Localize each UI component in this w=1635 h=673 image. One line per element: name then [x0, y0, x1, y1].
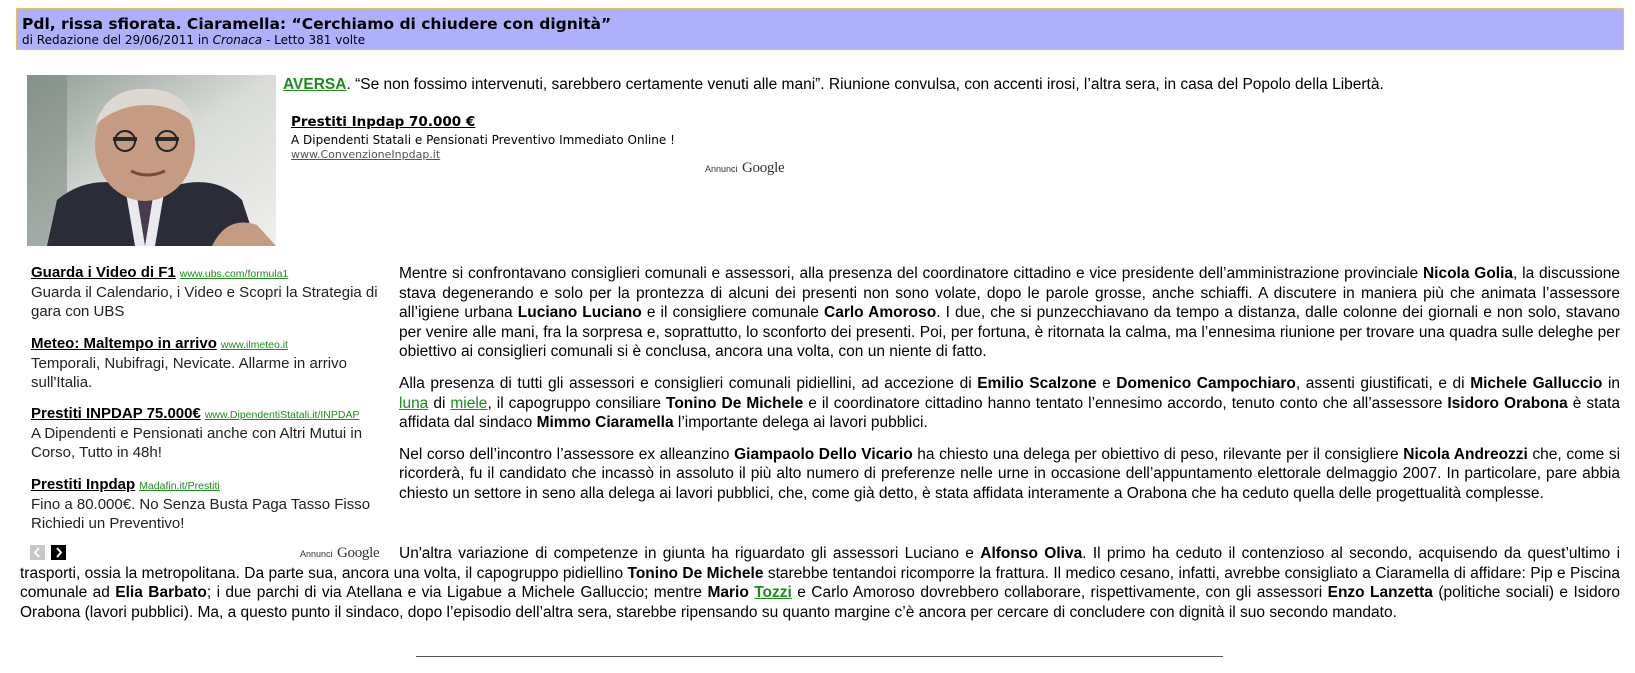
- text: e: [1096, 374, 1117, 392]
- ad-brand-label: Annunci: [300, 549, 333, 559]
- person-name: Mimmo Ciaramella: [536, 414, 674, 432]
- text: (politiche sociali) e Isidoro Orabona (lavori pubblici). Ma, a questo punto il sindaco, dopo l’episodio dell’altra sera, starebbe ripensando su quanto margine c’è ancora per cercare di concludere con dignità il suo secondo mandato.: [20, 584, 1620, 621]
- text: Mentre si confrontavano consiglieri comunali e assessori, alla presenza del coordinatore cittadino e vice presidente dell’amministrazione provinciale: [399, 265, 1423, 282]
- person-name: Enzo Lanzetta: [1327, 584, 1433, 602]
- text: è stata affidata dal sindaco: [399, 394, 1621, 432]
- side-ad-title[interactable]: Prestiti Inpdap: [31, 476, 136, 493]
- side-ad-desc: Guarda il Calendario, i Video e Scopri la Strategia di gara con UBS: [31, 284, 378, 320]
- category-link[interactable]: Cronaca: [212, 33, 263, 47]
- person-name: Nicola Andreozzi: [1403, 445, 1528, 463]
- article-body: [399, 264, 1620, 516]
- person-name: Elia Barbato: [115, 584, 207, 602]
- text: ha chiesto una delega per obiettivo di peso, rilevante per il consigliere: [912, 445, 1404, 463]
- paragraph-last: [20, 544, 1620, 622]
- lead-text: . “Se non fossimo intervenuti, sarebbero certamente venuti alle mani”. Riunione convulsa, con accenti irosi, l’altra sera, in casa del Popolo della Libertà.: [346, 76, 1384, 93]
- person-name: Nicola Golia: [1422, 265, 1514, 282]
- paragraph: [399, 445, 1620, 504]
- place-link[interactable]: AVERSA: [283, 76, 347, 93]
- meta-suffix: - Letto 381 volte: [262, 33, 366, 47]
- text: che, come si ricorderà, fu il candidato che incassò in assoluto il più alto numero di preferenze nelle urne in occasione dell’appuntamento elettorale delmaggio 2007. In particolare, pare abbia chiesto un settore in seno alla delega ai lavori pubblici, che, come già detto, è stata affidata interamente a Orabona che ha ceduto quella delle progettualità complesse.: [399, 445, 1621, 502]
- text: , il capogruppo consiliare: [487, 394, 667, 412]
- article-title: Pdl, rissa sfiorata. Ciaramella: “Cerchiamo di chiudere con dignità”: [22, 15, 612, 33]
- side-ad-url[interactable]: www.ubs.com/formula1: [179, 268, 289, 280]
- text: , assenti giustificati, e di: [1295, 374, 1471, 392]
- side-ad-url[interactable]: Madafin.it/Prestiti: [139, 480, 220, 492]
- person-name: Emilio Scalzone: [977, 374, 1097, 392]
- paragraph: [399, 264, 1620, 362]
- text: Alla presenza di tutti gli assessori e consiglieri comunali pidiellini, ad accezione di: [399, 374, 978, 392]
- article-meta: [22, 33, 365, 47]
- article-lead: [283, 76, 1384, 94]
- side-ad[interactable]: [31, 405, 391, 462]
- keyword-link-tozzi[interactable]: Tozzi: [754, 584, 792, 602]
- keyword-link-luna[interactable]: luna: [399, 394, 429, 412]
- text: e Carlo Amoroso dovrebbero collaborare, rispettivamente, con gli assessori: [791, 584, 1328, 602]
- person-name: Giampaolo Dello Vicario: [734, 445, 913, 463]
- side-ad-url[interactable]: www.ilmeteo.it: [220, 339, 288, 351]
- ad-brand-label: Annunci: [705, 164, 738, 174]
- text: ; i due parchi di via Atellana e via Ligabue a Michele Galluccio; mentre: [206, 584, 708, 602]
- text: . I due, che si punzecchiavano da tempo a distanza, dalle colonne dei giornali e non solo, stavano per venire alle mani, fra la sorpresa e, soprattutto, lo sconforto dei presenti. Poi, per fortuna, è ritornata la calma, ma l’ennesima riunione per trovare una quadra sulle deleghe per obiettivo ai consiglieri comunali si è conclusa, ancora una volta, con un niente di fatto.: [399, 304, 1621, 361]
- side-ad-desc: Fino a 80.000€. No Senza Busta Paga Tasso Fisso Richiedi un Preventivo!: [31, 496, 371, 532]
- text: Nel corso dell’incontro l’assessore ex alleanzino: [399, 445, 735, 463]
- text: . Il primo ha ceduto il contenzioso al secondo, acquisendo da quest’ultimo i trasporti, ossia la metropolitana. Da parte sua, ancora una volta, il capogruppo pidiellino: [20, 545, 1621, 582]
- side-ad-title[interactable]: Prestiti INPDAP 75.000€: [31, 405, 201, 422]
- google-logo: Google: [741, 160, 785, 176]
- text: e il coordinatore cittadino hanno tentato l’ennesimo accordo, tenuto conto che all’assessore: [803, 394, 1448, 412]
- text: e il consigliere comunale: [641, 304, 825, 322]
- person-name: Domenico Campochiaro: [1116, 374, 1296, 392]
- side-ad[interactable]: [31, 264, 391, 321]
- text: Un'altra variazione di competenze in giunta ha riguardato gli assessori Luciano e: [399, 545, 981, 562]
- paragraph: [399, 374, 1620, 433]
- side-ad-title[interactable]: Meteo: Maltempo in arrivo: [31, 335, 217, 352]
- inline-ad-url[interactable]: www.ConvenzioneInpdap.it: [291, 148, 441, 161]
- person-name: Tonino De Michele: [627, 564, 764, 582]
- article-header: [16, 8, 1624, 50]
- text: , la discussione stava degenerando e solo per la prontezza di alcuni dei presenti non sono volate, dopo le parole grosse, anche schiaffi. A discutere in maniera più che animata l’assessore all’igiene urbana: [399, 265, 1620, 322]
- person-name: Michele Galluccio: [1470, 374, 1603, 392]
- person-name: Luciano Luciano: [517, 304, 642, 322]
- side-ad-desc: Temporali, Nubifragi, Nevicate. Allarme in arrivo sull'Italia.: [31, 355, 347, 391]
- keyword-link-miele[interactable]: miele: [450, 394, 488, 412]
- google-logo: Google: [336, 545, 380, 561]
- meta-prefix: di Redazione del 29/06/2011 in: [22, 33, 213, 47]
- divider: [416, 656, 1223, 657]
- side-ad-title[interactable]: Guarda i Video di F1: [31, 264, 176, 281]
- side-ad[interactable]: [31, 476, 391, 533]
- person-name: Carlo Amoroso: [824, 304, 937, 322]
- inline-ad-brand[interactable]: [705, 159, 784, 177]
- text: l’importante delega ai lavori pubblici.: [673, 414, 928, 432]
- inline-ad-desc: A Dipendenti Statali e Pensionati Preventivo Immediato Online !: [291, 133, 675, 147]
- text: di: [428, 394, 451, 412]
- person-name: Isidoro Orabona: [1447, 394, 1568, 412]
- side-ad[interactable]: [31, 335, 391, 392]
- inline-ad[interactable]: [291, 114, 675, 161]
- person-name: Mario: [707, 584, 749, 602]
- article-photo: [27, 75, 276, 246]
- text: starebbe tentandoi ricomporre la frattura. Il medico cesano, infatti, avrebbe consigliato a Ciaramella di affidare: Pip e Piscina comunale ad: [20, 564, 1620, 602]
- person-name: Alfonso Oliva: [980, 545, 1083, 562]
- person-name: Tonino De Michele: [666, 394, 804, 412]
- side-ad-url[interactable]: www.DipendentiStatali.it/INPDAP: [204, 409, 360, 421]
- text: in: [1602, 374, 1621, 392]
- inline-ad-title[interactable]: Prestiti Inpdap 70.000 €: [291, 114, 476, 130]
- side-ad-desc: A Dipendenti e Pensionati anche con Altri Mutui in Corso, Tutto in 48h!: [31, 425, 363, 461]
